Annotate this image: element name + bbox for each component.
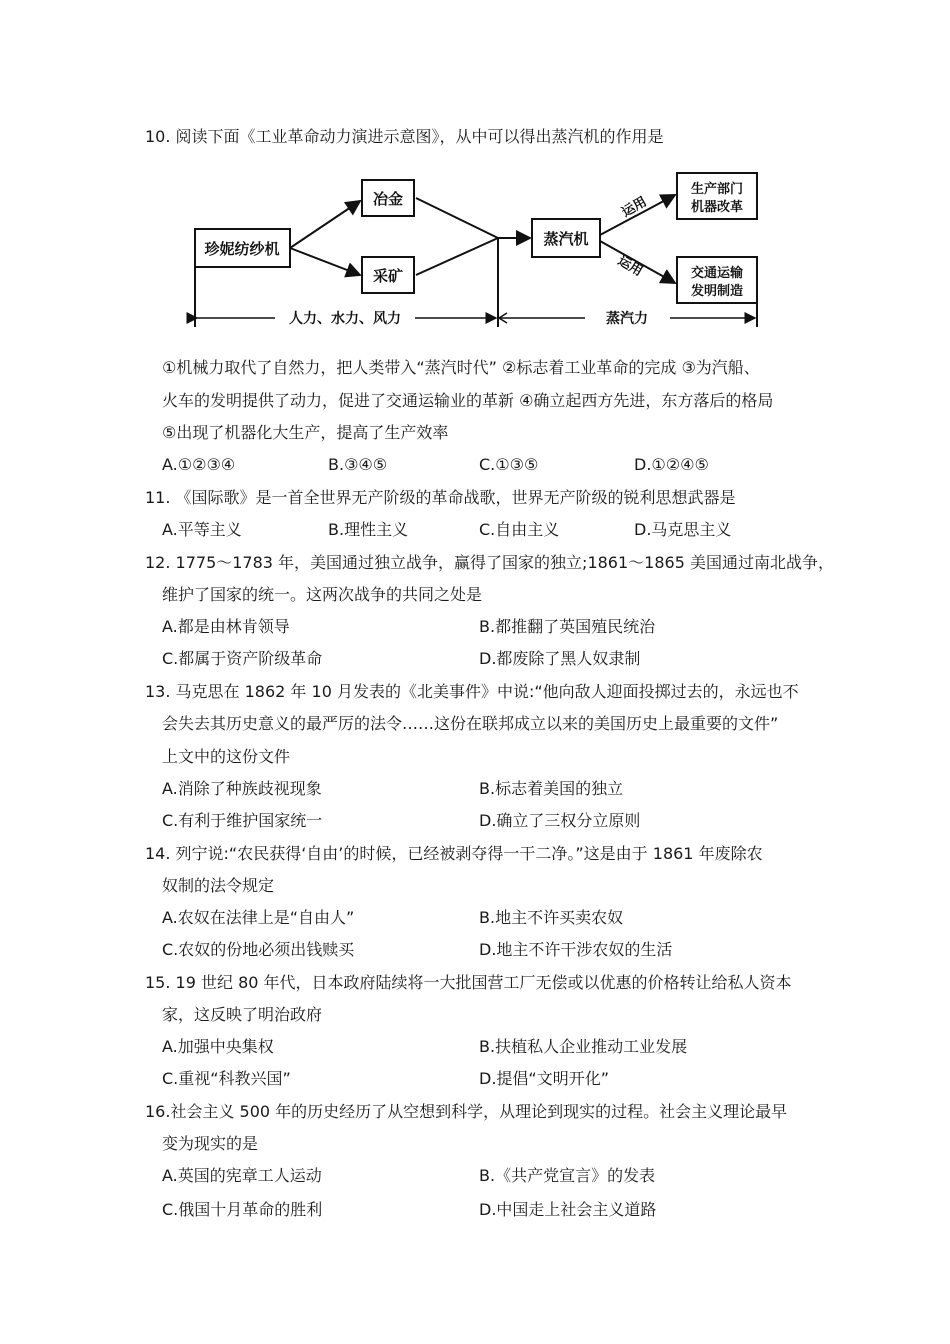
q13-option-a: A.消除了种族歧视现象 xyxy=(162,779,322,798)
box-steam-label: 蒸汽机 xyxy=(543,230,589,248)
q10-option-c: C.①③⑤ xyxy=(479,455,539,474)
q16-option-c: C.俄国十月革命的胜利 xyxy=(162,1200,323,1219)
q13-option-c: C.有利于维护国家统一 xyxy=(162,811,323,830)
q10-option-d: D.①②④⑤ xyxy=(634,455,709,474)
box-production-line1: 生产部门 xyxy=(690,182,744,197)
q16-line-1: 16.社会主义 500 年的历史经历了从空想到科学，从理论到现实的过程。社会主义理论最早 xyxy=(145,1102,788,1121)
box-production-line2: 机器改革 xyxy=(690,200,744,215)
q13-line-2: 会失去其历史意义的最严厉的法令……这份在联邦成立以来的美国历史上最重要的文件” xyxy=(162,714,779,733)
q13-option-d: D.确立了三权分立原则 xyxy=(479,811,641,830)
q15-option-c: C.重视“科教兴国” xyxy=(162,1069,291,1088)
q12-option-a: A.都是由林肯领导 xyxy=(162,617,290,636)
q12-line-2: 维护了国家的统一。这两次战争的共同之处是 xyxy=(162,585,483,604)
q14-option-c: C.农奴的份地必须出钱赎买 xyxy=(162,940,355,959)
q11-option-c: C.自由主义 xyxy=(479,520,560,539)
q15-option-d: D.提倡“文明开化” xyxy=(479,1069,609,1088)
q12-option-c: C.都属于资产阶级革命 xyxy=(162,649,323,668)
q10-stem: 10. 阅读下面《工业革命动力演进示意图》，从中可以得出蒸汽机的作用是 xyxy=(145,127,664,146)
q14-option-d: D.地主不许干涉农奴的生活 xyxy=(479,940,673,959)
q16-line-2: 变为现实的是 xyxy=(162,1134,259,1153)
era-left-label: 人力、水力、风力 xyxy=(289,311,401,327)
q12-line-1: 12. 1775～1783 年，美国通过独立战争，赢得了国家的独立;1861～1865 美国通过南北战争， xyxy=(145,553,834,572)
q11-option-b: B.理性主义 xyxy=(328,520,409,539)
q14-option-a: A.农奴在法律上是“自由人” xyxy=(162,908,355,927)
box-transport-line2: 发明制造 xyxy=(690,284,744,299)
q11-option-a: A.平等主义 xyxy=(162,520,242,539)
q15-option-a: A.加强中央集权 xyxy=(162,1037,274,1056)
q10-option-b: B.③④⑤ xyxy=(328,455,388,474)
q10-statement-2: 火车的发明提供了动力，促进了交通运输业的革新 ④确立起西方先进，东方落后的格局 xyxy=(162,391,774,410)
q14-option-b: B.地主不许买卖农奴 xyxy=(479,908,624,927)
q14-line-1: 14. 列宁说:“农民获得‘自由’的时候，已经被剥夺得一干二净。”这是由于 1861 年废除农 xyxy=(145,844,763,863)
q15-line-1: 15. 19 世纪 80 年代，日本政府陆续将一大批国营工厂无偿或以优惠的价格转让给私人资本 xyxy=(145,973,792,992)
era-right-label: 蒸汽力 xyxy=(606,311,648,327)
q15-option-b: B.扶植私人企业推动工业发展 xyxy=(479,1037,688,1056)
q11-option-d: D.马克思主义 xyxy=(634,520,732,539)
box-metal-label: 冶金 xyxy=(372,190,404,208)
apply-label-top: 运用 xyxy=(619,194,650,221)
q11-stem: 11. 《国际歌》是一首全世界无产阶级的革命战歌，世界无产阶级的锐利思想武器是 xyxy=(145,488,736,507)
q16-option-d: D.中国走上社会主义道路 xyxy=(479,1200,657,1219)
q13-option-b: B.标志着美国的独立 xyxy=(479,779,624,798)
q13-line-1: 13. 马克思在 1862 年 10 月发表的《北美事件》中说:“他向敌人迎面投掷过去的，永远也不 xyxy=(145,682,799,701)
box-jenny-label: 珍妮纺纱机 xyxy=(204,240,280,258)
q10-option-a: A.①②③④ xyxy=(162,455,236,474)
q12-option-b: B.都推翻了英国殖民统治 xyxy=(479,617,656,636)
q10-statement-1: ①机械力取代了自然力，把人类带入“蒸汽时代” ②标志着工业革命的完成 ③为汽船、 xyxy=(162,358,760,377)
box-transport-line1: 交通运输 xyxy=(690,266,744,281)
q10-statement-3: ⑤出现了机器化大生产，提高了生产效率 xyxy=(162,423,449,442)
q16-option-a: A.英国的宪章工人运动 xyxy=(162,1166,322,1185)
q14-line-2: 奴制的法令规定 xyxy=(162,876,275,895)
q13-line-3: 上文中的这份文件 xyxy=(162,747,291,766)
box-mining-label: 采矿 xyxy=(372,267,404,285)
industrial-power-diagram xyxy=(185,165,805,345)
apply-label-bottom: 运用 xyxy=(615,253,646,280)
q16-option-b: B.《共产党宣言》的发表 xyxy=(479,1166,656,1185)
q12-option-d: D.都废除了黑人奴隶制 xyxy=(479,649,641,668)
q15-line-2: 家，这反映了明治政府 xyxy=(162,1005,323,1024)
